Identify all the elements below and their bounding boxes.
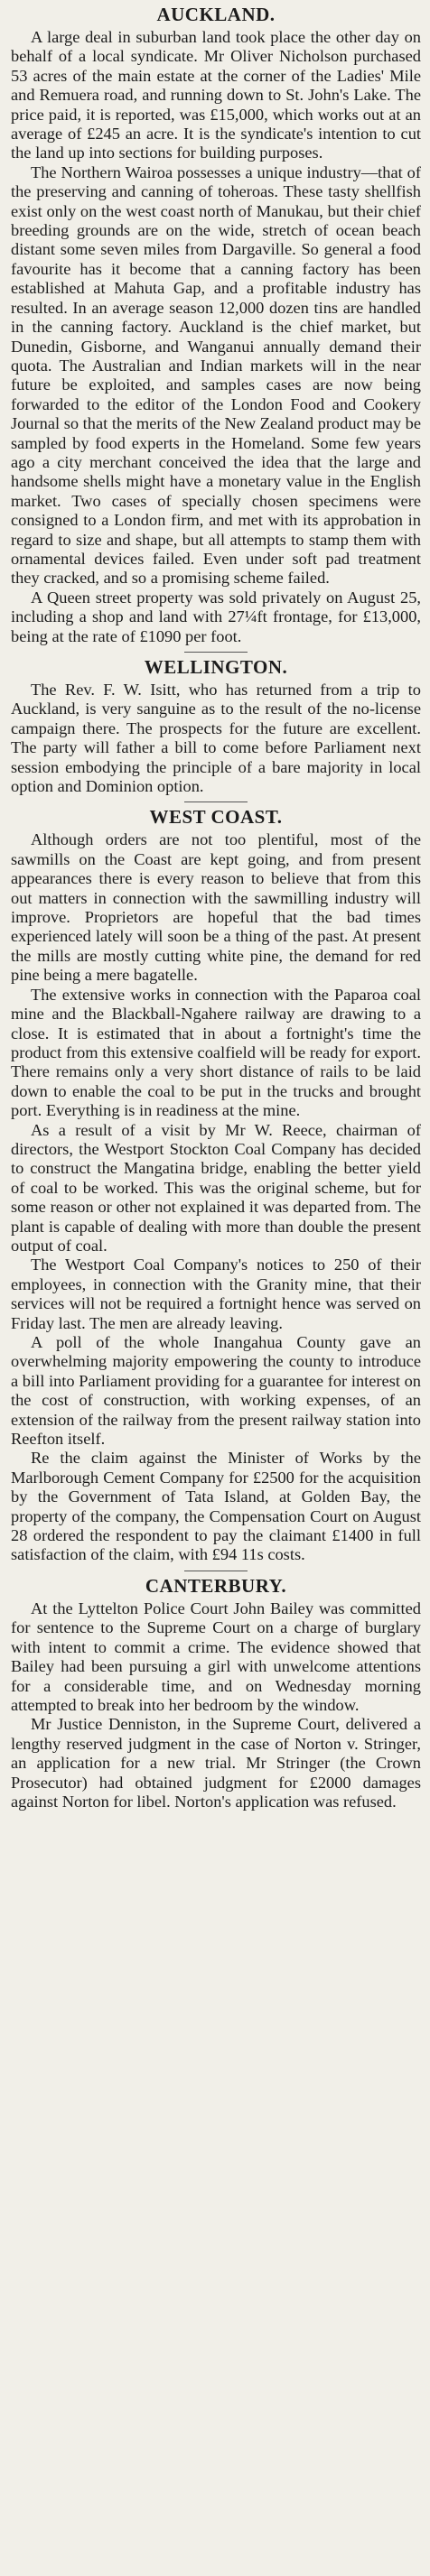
news-paragraph: Re the claim against the Minister of Works by the Marlborough Cement Company for £2500 for the acquisition by the Government of Tata Island, at Golden Bay, the property of the company, the Compensation Court on August 28 ordered the respondent to pay the claimant £1400 in full satisfaction of the claim, with £94 11s costs. [11,1449,421,1564]
article-column [11,4,421,1812]
section-heading: CANTERBURY. [145,1574,287,1597]
news-section [11,4,421,646]
news-paragraph: Although orders are not too plentiful, most of the sawmills on the Coast are kept going, and from present appearances there is every reason to believe that from this out matters in connection with the sawmilling industry will improve. Proprietors are hopeful that the bad times experienced lately will soon be a thing of the past. At present the mills are mostly cutting white pine, the demand for red pine being a mere bagatelle. [11,830,421,985]
news-paragraph: At the Lyttelton Police Court John Bailey was committed for sentence to the Supreme Court on a charge of burglary with intent to commit a crime. The evidence showed that Bailey had been pursuing a girl with unwelcome attentions for a considerable time, and on Wednesday morning attempted to break into her bedroom by the window. [11,1598,421,1714]
newspaper-column [0,4,430,1812]
news-paragraph: The Westport Coal Company's notices to 250 of their employees, in connection with the Granity mine, that their services will not be required a fortnight hence was served on Friday last. The men are already leaving. [11,1256,421,1332]
news-paragraph: The extensive works in connection with the Paparoa coal mine and the Blackball-Ngahere railway are drawing to a close. It is estimated that in about a fortnight's time the product from this extensive coalfield will be ready for export. There remains only a very short distance of rails to be laid down to enable the coal to be put in the trucks and brought port. Everything is in readiness at the mine. [11,985,421,1120]
news-paragraph: A poll of the whole Inangahua County gave an overwhelming majority empowering the county to introduce a bill into Parliament providing for a guarantee for interest on the cost of construction, with working expenses, of an extension of the railway from the present railway station into Reefton itself. [11,1333,421,1449]
news-section [11,1575,421,1812]
news-paragraph: A Queen street property was sold privately on August 25, including a shop and land with 27¼ft frontage, for £13,000, being at the rate of £1090 per foot. [11,588,421,645]
news-paragraph: Mr Justice Denniston, in the Supreme Court, delivered a lengthy reserved judgment in the case of Norton v. Stringer, an application for a new trial. Mr Stringer (the Crown Prosecutor) had obtained judgment for £2000 damages against Norton for libel. Norton's application was refused. [11,1715,421,1811]
news-paragraph: As a result of a visit by Mr W. Reece, chairman of directors, the Westport Stockton Coal Company has decided to construct the Mangatina bridge, enabling the better yield of coal to be worked. This was the original scheme, but for some reason or other not explained it was departed from. The plant is capable of dealing with more than double the present output of coal. [11,1120,421,1255]
section-heading: AUCKLAND. [156,4,276,25]
news-section [11,806,421,1564]
news-section [11,656,421,796]
news-paragraph: The Northern Wairoa possesses a unique industry—that of the preserving and canning of toheroas. These tasty shellfish exist only on the west coast north of Manukau, but their chief breeding grounds are on the wide, stretch of ocean beach distant some seven miles from Dargaville. So general a food favourite has it become that a canning factory has been established at Mahuta Gap, and a profitable industry has resulted. In an average season 12,000 dozen tins are handled in the canning factory. Auckland is the chief market, but Dunedin, Gisborne, and Wanganui annually demand their quota. The Australian and Indian markets will in the near future be exploited, and samples cases are now being forwarded to the editor of the London Food and Cookery Journal so that the merits of the New Zealand product may be sampled by food experts in the Homeland. Some few years ago a city merchant conceived the idea that the large and handsome shells might have a monetary value in the English market. Two cases of specially chosen specimens were consigned to a London firm, and met with its approbation in regard to size and shape, but all attempts to stamp them with ornamental devices failed. Even under soft pad treatment they cracked, and so a promising scheme failed. [11,162,422,588]
section-heading: WELLINGTON. [144,656,288,678]
section-divider [184,652,248,653]
section-heading: WEST COAST. [149,806,283,829]
news-paragraph: The Rev. F. W. Isitt, who has returned from a trip to Auckland, is very sanguine as to the result of the no-license campaign there. The prospects for the future are excellent. The party will father a bill to come before Parliament next session embodying the principle of a bare majority in local option and Dominion option. [11,681,421,796]
news-paragraph: A large deal in suburban land took place the other day on behalf of a local syndicate. Mr Oliver Nicholson purchased 53 acres of the main estate at the corner of the Ladies' Mile and Remuera road, and running down to St. John's Lake. The price paid, it is reported, was £15,000, which works out at an average of £245 an acre. It is the syndicate's intention to cut the land up into sections for building purposes. [11,28,421,162]
